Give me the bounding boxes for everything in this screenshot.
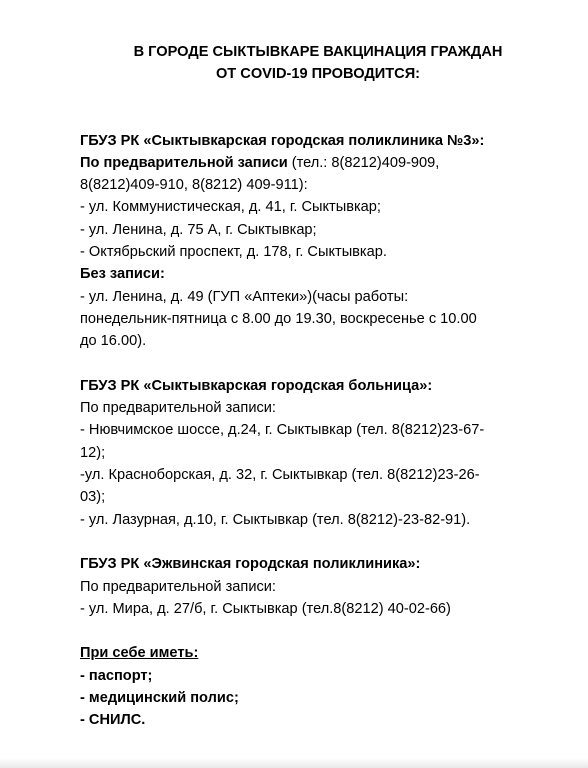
page-bottom-edge (0, 758, 588, 768)
address-line: 12); (80, 444, 106, 461)
walkin-line: - ул. Ленина, д. 49 (ГУП «Аптеки»)(часы работы: (80, 288, 409, 305)
section-heading: ГБУЗ РК «Сыктывкарская городская поликлиника №3»: (80, 132, 485, 149)
walkin-label: Без записи: (80, 266, 165, 283)
appointment-label: По предварительной записи: (80, 400, 276, 417)
bring-list (80, 642, 550, 731)
address-line: - ул. Мира, д. 27/б, г. Сыктывкар (тел.8(8212) 40-02-66) (80, 600, 451, 617)
phone-numbers: 8(8212)409-910, 8(8212) 409-911): (80, 177, 308, 194)
address-line: - Октябрьский проспект, д. 178, г. Сыктывкар. (80, 244, 387, 261)
document-page (80, 41, 550, 732)
address-line: - ул. Коммунистическая, д. 41, г. Сыктывкар; (80, 199, 381, 216)
walkin-line: до 16.00). (80, 333, 147, 350)
address-line: - ул. Лазурная, д.10, г. Сыктывкар (тел. 8(8212)-23-82-91). (80, 511, 471, 528)
bring-item: - СНИЛС. (80, 712, 146, 729)
bring-item: - паспорт; (80, 667, 153, 684)
section-ezhva-polyclinic (80, 553, 550, 620)
appointment-label: По предварительной записи (80, 154, 288, 171)
section-polyclinic-3 (80, 130, 550, 353)
section-heading: ГБУЗ РК «Эжвинская городская поликлиника»: (80, 556, 421, 573)
address-line: - ул. Ленина, д. 75 А, г. Сыктывкар; (80, 221, 317, 238)
address-line: -ул. Красноборская, д. 32, г. Сыктывкар (тел. 8(8212)23-26- (80, 467, 480, 484)
appointment-label: По предварительной записи: (80, 578, 276, 595)
walkin-line: понедельник-пятница с 8.00 до 19.30, воскресенье с 10.00 (80, 310, 477, 327)
title-line-2: ОТ COVID-19 ПРОВОДИТСЯ: (215, 66, 421, 83)
section-city-hospital (80, 375, 550, 531)
bring-item: - медицинский полис; (80, 690, 239, 707)
section-heading: ГБУЗ РК «Сыктывкарская городская больница»: (80, 377, 433, 394)
bring-heading: При себе иметь: (80, 645, 199, 662)
address-line: - Нювчимское шоссе, д.24, г. Сыктывкар (тел. 8(8212)23-67- (80, 422, 485, 439)
address-line: 03); (80, 489, 106, 506)
phone-numbers: (тел.: 8(8212)409-909, (287, 154, 440, 171)
document-title (80, 41, 550, 86)
appointment-line (80, 152, 550, 174)
title-line-1: В ГОРОДЕ СЫКТЫВКАРЕ ВАКЦИНАЦИЯ ГРАЖДАН (133, 44, 503, 60)
